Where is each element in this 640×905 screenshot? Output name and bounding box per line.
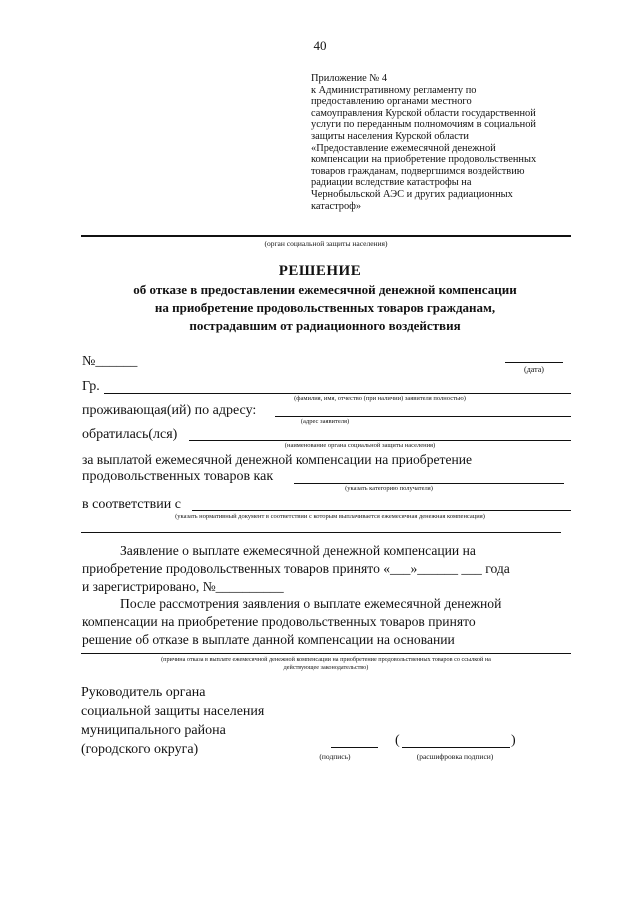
document-title: РЕШЕНИЕ bbox=[278, 263, 362, 279]
transcript-open: ( bbox=[395, 733, 400, 748]
subtitle-line: на приобретение продовольственных товаров гражданам, bbox=[154, 300, 496, 315]
transcript-close: ) bbox=[511, 733, 516, 748]
accordance-line bbox=[192, 510, 571, 511]
accordance-extra-line bbox=[81, 532, 561, 533]
payment-line-1: за выплатой ежемесячной денежной компенсации на приобретение bbox=[82, 452, 473, 467]
appendix-line: катастроф» bbox=[311, 200, 362, 212]
number-field: №______ bbox=[82, 354, 138, 369]
category-caption: (указать категорию получателя) bbox=[345, 485, 433, 492]
signer-line: Руководитель органа bbox=[81, 685, 206, 700]
appendix-line: к Административному регламенту по bbox=[311, 84, 477, 96]
paragraph-decision bbox=[82, 595, 572, 648]
citizen-label: Гр. bbox=[82, 379, 100, 394]
paragraph-application bbox=[82, 542, 572, 595]
appendix-line: компенсации на приобретение продовольственных bbox=[311, 154, 537, 166]
address-line bbox=[275, 416, 571, 417]
signature-caption: (подпись) bbox=[319, 752, 351, 761]
reason-caption-1: (причина отказа в выплате ежемесячной денежной компенсации на приобретение продовольственных товаров со ссылкой на bbox=[161, 656, 491, 663]
subtitle-line: об отказе в предоставлении ежемесячной денежной компенсации bbox=[133, 282, 517, 297]
paragraph-line: и зарегистрировано, №__________ bbox=[82, 578, 284, 594]
reason-caption-2: действующее законодательство) bbox=[283, 664, 369, 671]
page-number: 40 bbox=[313, 38, 327, 53]
accordance-caption: (указать нормативный документ в соответствии с которым выплачивается ежемесячная денежная компенсация) bbox=[175, 513, 485, 520]
document-subtitle bbox=[100, 281, 550, 335]
appendix-line: предоставлению органами местного bbox=[311, 96, 472, 108]
applied-label: обратилась(лся) bbox=[82, 427, 178, 442]
appendix-header bbox=[311, 73, 573, 212]
payment-line-2: продовольственных товаров как bbox=[82, 469, 274, 484]
applied-line bbox=[189, 440, 571, 441]
organ-caption: (орган социальной защиты населения) bbox=[264, 239, 388, 248]
appendix-line: самоуправления Курской области государственной bbox=[311, 107, 536, 119]
appendix-line: «Предоставление ежемесячной денежной bbox=[311, 142, 496, 154]
paragraph-line: приобретение продовольственных товаров принято «___»______ ___ года bbox=[82, 560, 510, 576]
appendix-line: Приложение № 4 bbox=[311, 73, 388, 84]
citizen-caption: (фамилия, имя, отчество (при наличии) заявителя полностью) bbox=[294, 395, 466, 402]
signer-line: социальной защиты населения bbox=[81, 704, 265, 719]
category-line bbox=[294, 483, 564, 484]
transcript-caption: (расшифровка подписи) bbox=[416, 752, 494, 761]
accordance-label: в соответствии с bbox=[82, 497, 181, 512]
signer-block bbox=[81, 683, 264, 759]
signer-line: (городского округа) bbox=[81, 742, 199, 757]
paragraph-line: Заявление о выплате ежемесячной денежной компенсации на bbox=[120, 543, 476, 558]
appendix-line: услуги по переданным полномочиям в социальной bbox=[311, 119, 536, 131]
paragraph-line: решение об отказе в выплате данной компенсации на основании bbox=[82, 631, 455, 647]
signature-line bbox=[331, 747, 378, 748]
paragraph-line: компенсации на приобретение продовольственных товаров принято bbox=[82, 613, 476, 629]
reason-line bbox=[81, 653, 571, 654]
date-caption: (дата) bbox=[524, 365, 544, 374]
transcript-line bbox=[402, 747, 510, 748]
appendix-line: радиации вследствие катастрофы на bbox=[311, 177, 472, 189]
applied-caption: (наименование органа социальной защиты населения) bbox=[284, 442, 436, 449]
paragraph-line: После рассмотрения заявления о выплате ежемесячной денежной bbox=[120, 596, 502, 611]
appendix-line: товаров гражданам, подвергшимся воздействию bbox=[311, 165, 525, 177]
appendix-line: Чернобыльской АЭС и других радиационных bbox=[311, 188, 513, 200]
appendix-line: защиты населения Курской области bbox=[311, 130, 469, 142]
address-caption: (адрес заявителя) bbox=[300, 418, 350, 425]
citizen-line bbox=[104, 393, 571, 394]
signer-line: муниципального района bbox=[81, 723, 226, 738]
address-label: проживающая(ий) по адресу: bbox=[82, 403, 257, 418]
subtitle-line: пострадавшим от радиационного воздействия bbox=[189, 318, 461, 333]
organ-line bbox=[81, 235, 571, 237]
date-line bbox=[505, 362, 563, 363]
